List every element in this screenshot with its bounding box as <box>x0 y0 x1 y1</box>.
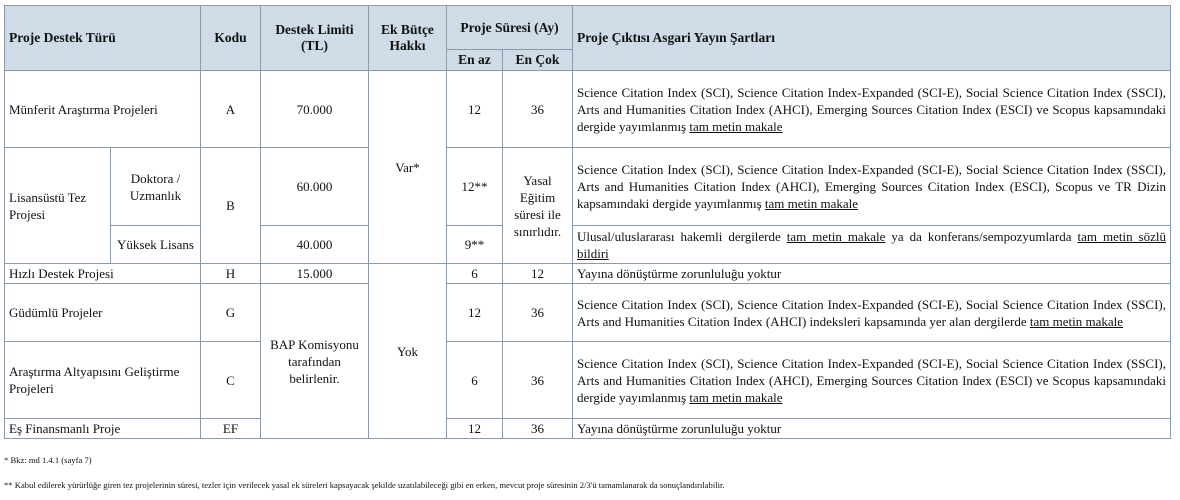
budget-var-cell: Var* <box>369 71 447 264</box>
cond-text: Science Citation Index (SCI), Science Citation Index-Expanded (SCI-E), Social Science Citation Index (SSCI), Arts and Humanities Citation Index (AHCI) indeksleri kapsamında yer alan dergilerde <box>577 296 1167 329</box>
row-conditions <box>573 226 1171 264</box>
project-support-table <box>4 5 1171 439</box>
row-type: Hızlı Destek Projesi <box>5 264 201 284</box>
footnote-1: * Bkz: md 1.4.1 (sayfa 7) <box>4 455 92 465</box>
row-conditions <box>573 284 1171 342</box>
table-row-es <box>5 419 1171 439</box>
support-table-wrapper <box>4 5 1170 439</box>
table-row-hizli <box>5 264 1171 284</box>
table-row-tez-doktora <box>5 148 1171 226</box>
cond-text: Science Citation Index (SCI), Science Citation Index-Expanded (SCI-E), Social Science Citation Index (SSCI), Arts and Humanities Citation Index (AHCI), Emerging Sources Citation Index (ESCI) ve Scopus kapsamındaki dergide yayımlanmış <box>577 84 1167 134</box>
row-min: 9** <box>447 226 503 264</box>
row-subtype: Yüksek Lisans <box>111 226 201 264</box>
cond-text-b: ya da konferans/sempozyumlarda <box>885 228 1078 244</box>
footnote-2: ** Kabul edilerek yürürlüğe giren tez projelerinin süresi, tezler için verilecek yasal ek süreleri kapsayacak şekilde uzatılabileceği gibi en erken, mevcut proje süresinin 2/3'ü tamamlanarak da sonuçlandırılabilir. <box>4 480 725 490</box>
row-max: 36 <box>503 284 573 342</box>
row-conditions: Yayına dönüştürme zorunluluğu yoktur <box>573 264 1171 284</box>
row-max: 36 <box>503 342 573 419</box>
row-max: 36 <box>503 419 573 439</box>
cond-underlined: tam metin makale <box>764 196 859 211</box>
table-row-altyapi <box>5 342 1171 419</box>
cond-text: Science Citation Index (SCI), Science Citation Index-Expanded (SCI-E), Social Science Citation Index (SSCI), Arts and Humanities Citation Index (AHCI), Emerging Sources Citation Index (ESCI), Scopus ve TR Dizin kapsamındaki dergide yayımlanmış <box>577 162 1167 211</box>
table-row-gudumlu <box>5 284 1171 342</box>
header-duration: Proje Süresi (Ay) <box>447 6 573 50</box>
row-min: 12 <box>447 284 503 342</box>
header-limit: Destek Limiti (TL) <box>261 6 369 71</box>
budget-yok-cell: Yok <box>369 264 447 439</box>
row-limit: 60.000 <box>261 148 369 226</box>
header-row <box>5 6 1171 50</box>
row-type: Münferit Araştırma Projeleri <box>5 71 201 148</box>
row-min: 12 <box>447 71 503 148</box>
row-code: EF <box>201 419 261 439</box>
row-limit: 40.000 <box>261 226 369 264</box>
row-min: 12 <box>447 419 503 439</box>
row-code: A <box>201 71 261 148</box>
header-conditions: Proje Çıktısı Asgari Yayın Şartları <box>573 6 1171 71</box>
row-code: H <box>201 264 261 284</box>
row-max: 36 <box>503 71 573 148</box>
row-limit: 15.000 <box>261 264 369 284</box>
row-limit: 70.000 <box>261 71 369 148</box>
header-max: En Çok <box>503 50 573 71</box>
cond-underlined-1: tam metin makale <box>786 228 886 244</box>
bap-limit-cell: BAP Komisyonu tarafından belirlenir. <box>261 284 369 439</box>
row-max: Yasal Eğitim süresi ile sınırlıdır. <box>503 148 573 264</box>
row-type: Araştırma Altyapısını Geliştirme Projeleri <box>5 342 201 419</box>
row-conditions <box>573 148 1171 226</box>
row-type: Güdümlü Projeler <box>5 284 201 342</box>
row-code: B <box>201 148 261 264</box>
row-min: 12** <box>447 148 503 226</box>
table-row-munferit <box>5 71 1171 148</box>
table-row-tez-yuksek <box>5 226 1171 264</box>
header-type: Proje Destek Türü <box>5 6 201 71</box>
header-budget: Ek Bütçe Hakkı <box>369 6 447 71</box>
row-code: C <box>201 342 261 419</box>
row-code: G <box>201 284 261 342</box>
row-min: 6 <box>447 342 503 419</box>
row-conditions <box>573 71 1171 148</box>
cond-text-a: Ulusal/uluslararası hakemli dergilerde <box>577 228 787 244</box>
row-subtype: Doktora / Uzmanlık <box>111 148 201 226</box>
cond-underlined: tam metin makale <box>689 389 783 405</box>
row-max: 12 <box>503 264 573 284</box>
row-conditions <box>573 342 1171 419</box>
row-conditions: Yayına dönüştürme zorunluluğu yoktur <box>573 419 1171 439</box>
row-type: Lisansüstü Tez Projesi <box>5 148 111 264</box>
header-min: En az <box>447 50 503 71</box>
row-min: 6 <box>447 264 503 284</box>
cond-underlined: tam metin makale <box>1029 313 1123 329</box>
header-code: Kodu <box>201 6 261 71</box>
row-type: Eş Finansmanlı Proje <box>5 419 201 439</box>
cond-underlined: tam metin makale <box>689 118 783 134</box>
cond-underlined-2: tam metin sözlü bildiri <box>577 228 1167 261</box>
cond-text: Science Citation Index (SCI), Science Citation Index-Expanded (SCI-E), Social Science Citation Index (SSCI), Arts and Humanities Citation Index (AHCI), Emerging Sources Citation Index (ESCI) ve Scopus kapsamındaki dergide yayımlanmış <box>577 355 1167 405</box>
